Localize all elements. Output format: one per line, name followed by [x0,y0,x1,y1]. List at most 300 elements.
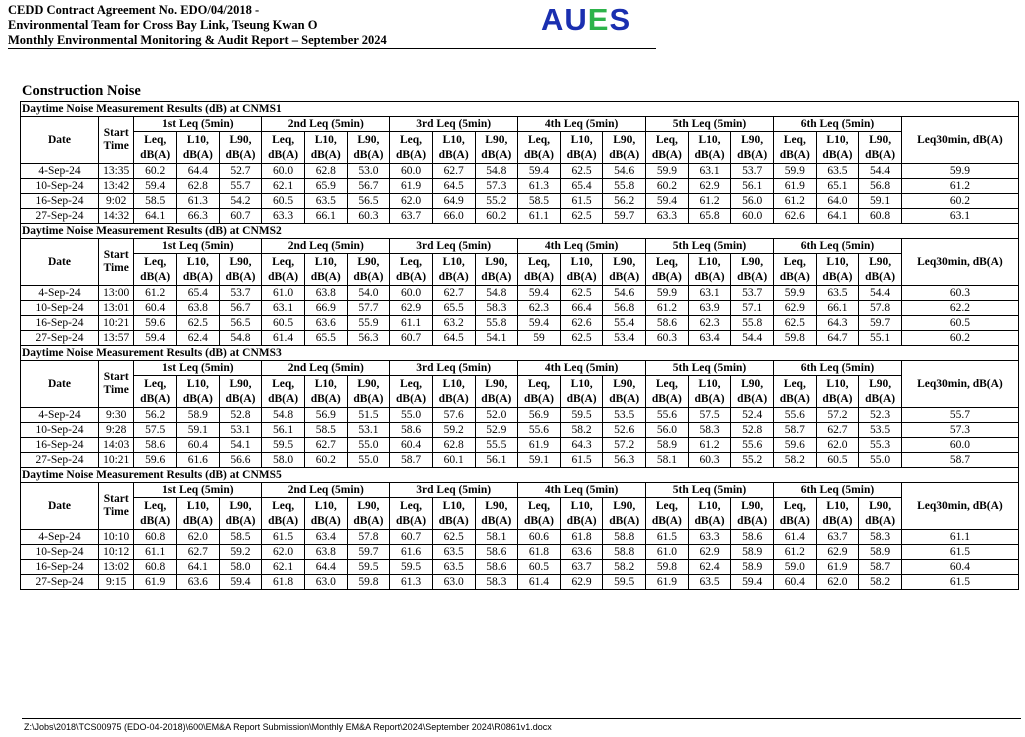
value-cell: 59.7 [347,545,390,560]
value-cell: 57.8 [859,301,902,316]
table-row [21,453,1019,468]
header-row [21,117,1019,132]
value-cell: 61.8 [518,545,561,560]
value-cell: 61.8 [262,575,305,590]
leq30-cell: 61.5 [901,575,1018,590]
value-cell: 55.6 [731,438,774,453]
value-cell: 57.2 [816,408,859,423]
leq-group-header: 4th Leq (5min) [518,239,646,254]
leq-group-header: 3rd Leq (5min) [390,239,518,254]
value-cell: 62.3 [688,316,731,331]
table-row [21,301,1019,316]
footer-path: Z:\Jobs\2018\TCS00975 (EDO-04-2018)\600\EM&A Report Submission\Monthly EM&A Report\2024\September 2024\R0861v1.docx [24,722,552,732]
value-cell: 60.0 [262,164,305,179]
value-cell: 62.5 [773,316,816,331]
leq-group-header: 2nd Leq (5min) [262,117,390,132]
table-row [21,530,1019,545]
sub-header: L90, dB(A) [859,254,902,286]
value-cell: 65.9 [304,179,347,194]
sub-header: L10, dB(A) [177,254,220,286]
subheader-row [21,254,1019,286]
sub-header: L10, dB(A) [816,254,859,286]
sub-header: L10, dB(A) [177,132,220,164]
sub-header: Leq, dB(A) [773,376,816,408]
time-cell: 13:02 [99,560,134,575]
sub-header: Leq, dB(A) [773,132,816,164]
value-cell: 66.1 [304,209,347,224]
value-cell: 62.8 [432,438,475,453]
value-cell: 62.4 [177,331,220,346]
value-cell: 59.5 [390,560,433,575]
table-row [21,545,1019,560]
noise-table [20,101,1019,224]
value-cell: 62.3 [518,301,561,316]
value-cell: 62.9 [688,545,731,560]
aues-logo [541,2,631,38]
value-cell: 56.0 [731,194,774,209]
table-row [21,423,1019,438]
value-cell: 56.8 [859,179,902,194]
time-cell: 10:21 [99,453,134,468]
value-cell: 61.3 [518,179,561,194]
value-cell: 60.1 [432,453,475,468]
value-cell: 58.7 [859,560,902,575]
sub-header: Leq, dB(A) [262,498,305,530]
leq30-cell: 62.2 [901,301,1018,316]
value-cell: 62.7 [177,545,220,560]
value-cell: 61.5 [560,194,603,209]
value-cell: 60.5 [262,194,305,209]
sub-header: L90, dB(A) [347,376,390,408]
value-cell: 55.0 [859,453,902,468]
value-cell: 54.4 [859,286,902,301]
value-cell: 62.9 [816,545,859,560]
value-cell: 53.4 [603,331,646,346]
value-cell: 59.5 [560,408,603,423]
value-cell: 52.8 [219,408,262,423]
leq30-cell: 60.4 [901,560,1018,575]
value-cell: 61.5 [560,453,603,468]
date-cell: 10-Sep-24 [21,301,99,316]
sub-header: L90, dB(A) [475,254,518,286]
value-cell: 56.2 [603,194,646,209]
sub-header: Leq, dB(A) [773,254,816,286]
value-cell: 60.7 [390,331,433,346]
value-cell: 54.2 [219,194,262,209]
value-cell: 65.5 [304,331,347,346]
value-cell: 65.5 [432,301,475,316]
value-cell: 55.0 [347,453,390,468]
value-cell: 59.4 [134,331,177,346]
sub-header: Leq, dB(A) [518,498,561,530]
value-cell: 58.3 [475,301,518,316]
value-cell: 58.6 [390,423,433,438]
value-cell: 62.0 [816,438,859,453]
value-cell: 61.4 [262,331,305,346]
time-cell: 13:57 [99,331,134,346]
value-cell: 63.3 [688,530,731,545]
value-cell: 61.2 [134,286,177,301]
sub-header: L90, dB(A) [859,498,902,530]
value-cell: 58.6 [475,560,518,575]
sub-header: L10, dB(A) [560,376,603,408]
value-cell: 62.5 [560,286,603,301]
value-cell: 60.5 [518,560,561,575]
table-title: Daytime Noise Measurement Results (dB) at CNMS5 [21,468,1019,483]
time-cell: 10:12 [99,545,134,560]
date-cell: 27-Sep-24 [21,453,99,468]
time-cell: 13:42 [99,179,134,194]
sub-header: L10, dB(A) [304,376,347,408]
value-cell: 59.4 [134,179,177,194]
value-cell: 61.2 [773,545,816,560]
value-cell: 63.1 [262,301,305,316]
leq30-cell: 55.7 [901,408,1018,423]
value-cell: 61.3 [177,194,220,209]
value-cell: 64.9 [432,194,475,209]
table-row [21,316,1019,331]
value-cell: 55.9 [347,316,390,331]
value-cell: 59.5 [603,575,646,590]
value-cell: 60.5 [816,453,859,468]
sub-header: L90, dB(A) [859,376,902,408]
value-cell: 51.5 [347,408,390,423]
date-cell: 4-Sep-24 [21,286,99,301]
value-cell: 55.6 [518,423,561,438]
value-cell: 55.8 [731,316,774,331]
table-title-row [21,346,1019,361]
leq-group-header: 2nd Leq (5min) [262,361,390,376]
value-cell: 62.9 [773,301,816,316]
value-cell: 63.3 [646,209,689,224]
value-cell: 55.0 [390,408,433,423]
value-cell: 56.2 [134,408,177,423]
value-cell: 58.6 [475,545,518,560]
subheader-row [21,132,1019,164]
sub-header: Leq, dB(A) [134,254,177,286]
value-cell: 63.8 [304,286,347,301]
value-cell: 60.8 [134,530,177,545]
leq30-cell: 60.3 [901,286,1018,301]
value-cell: 55.1 [859,331,902,346]
value-cell: 63.6 [177,575,220,590]
value-cell: 62.5 [560,331,603,346]
date-cell: 27-Sep-24 [21,575,99,590]
value-cell: 65.1 [816,179,859,194]
sub-header: L90, dB(A) [219,376,262,408]
value-cell: 59.2 [432,423,475,438]
value-cell: 54.0 [347,286,390,301]
value-cell: 62.9 [560,575,603,590]
time-cell: 10:10 [99,530,134,545]
value-cell: 60.4 [134,301,177,316]
value-cell: 64.4 [304,560,347,575]
value-cell: 59.4 [219,575,262,590]
sub-header: L10, dB(A) [304,498,347,530]
value-cell: 64.0 [816,194,859,209]
time-cell: 9:28 [99,423,134,438]
value-cell: 62.1 [262,560,305,575]
sub-header: Leq, dB(A) [390,498,433,530]
value-cell: 62.7 [432,164,475,179]
date-cell: 16-Sep-24 [21,194,99,209]
header-divider [8,48,656,49]
value-cell: 62.7 [304,438,347,453]
value-cell: 60.0 [731,209,774,224]
value-cell: 52.8 [731,423,774,438]
value-cell: 62.0 [390,194,433,209]
value-cell: 58.0 [219,560,262,575]
value-cell: 61.9 [134,575,177,590]
date-cell: 16-Sep-24 [21,316,99,331]
value-cell: 66.1 [816,301,859,316]
sub-header: Leq, dB(A) [134,132,177,164]
value-cell: 59.1 [859,194,902,209]
value-cell: 56.7 [219,301,262,316]
value-cell: 57.5 [688,408,731,423]
sub-header: L90, dB(A) [347,254,390,286]
table-row [21,438,1019,453]
value-cell: 60.2 [134,164,177,179]
value-cell: 65.8 [688,209,731,224]
value-cell: 58.8 [603,545,646,560]
sub-header: L90, dB(A) [347,132,390,164]
value-cell: 58.6 [731,530,774,545]
table-row [21,408,1019,423]
value-cell: 58.2 [560,423,603,438]
leq-group-header: 3rd Leq (5min) [390,361,518,376]
leq-group-header: 4th Leq (5min) [518,361,646,376]
value-cell: 62.0 [816,575,859,590]
value-cell: 66.9 [304,301,347,316]
value-cell: 64.1 [177,560,220,575]
value-cell: 63.5 [304,194,347,209]
leq30-cell: 63.1 [901,209,1018,224]
value-cell: 62.1 [262,179,305,194]
value-cell: 61.1 [134,545,177,560]
value-cell: 56.3 [347,331,390,346]
leq30-cell: 61.5 [901,545,1018,560]
sub-header: L10, dB(A) [560,132,603,164]
value-cell: 62.5 [560,164,603,179]
value-cell: 62.8 [304,164,347,179]
value-cell: 64.1 [134,209,177,224]
leq30-cell: 60.2 [901,194,1018,209]
value-cell: 52.4 [731,408,774,423]
sub-header: Leq, dB(A) [262,376,305,408]
value-cell: 61.6 [177,453,220,468]
sub-header: L90, dB(A) [219,132,262,164]
value-cell: 53.0 [347,164,390,179]
sub-header: L10, dB(A) [560,498,603,530]
date-header: Date [21,361,99,408]
value-cell: 56.8 [603,301,646,316]
value-cell: 55.6 [646,408,689,423]
value-cell: 62.7 [816,423,859,438]
value-cell: 59.9 [773,164,816,179]
value-cell: 60.3 [347,209,390,224]
date-cell: 10-Sep-24 [21,423,99,438]
value-cell: 58.7 [773,423,816,438]
subheader-row [21,376,1019,408]
sub-header: L90, dB(A) [731,254,774,286]
value-cell: 63.9 [688,301,731,316]
sub-header: Leq, dB(A) [518,376,561,408]
table-row [21,560,1019,575]
value-cell: 58.3 [688,423,731,438]
time-cell: 9:15 [99,575,134,590]
leq30-header: Leq30min, dB(A) [901,361,1018,408]
value-cell: 53.1 [347,423,390,438]
logo-letter: S [609,2,632,37]
leq-group-header: 5th Leq (5min) [646,117,774,132]
value-cell: 63.5 [816,286,859,301]
leq30-header: Leq30min, dB(A) [901,239,1018,286]
value-cell: 55.7 [219,179,262,194]
value-cell: 59.6 [134,453,177,468]
time-cell: 14:32 [99,209,134,224]
value-cell: 62.5 [560,209,603,224]
value-cell: 59.8 [347,575,390,590]
value-cell: 62.7 [432,286,475,301]
sub-header: L10, dB(A) [432,376,475,408]
sub-header: L10, dB(A) [432,498,475,530]
value-cell: 61.8 [560,530,603,545]
value-cell: 55.3 [859,438,902,453]
value-cell: 58.2 [773,453,816,468]
value-cell: 62.6 [773,209,816,224]
sub-header: Leq, dB(A) [518,132,561,164]
value-cell: 53.1 [219,423,262,438]
value-cell: 56.5 [219,316,262,331]
time-cell: 10:21 [99,316,134,331]
value-cell: 59.4 [518,164,561,179]
value-cell: 58.5 [219,530,262,545]
value-cell: 56.1 [731,179,774,194]
sub-header: L90, dB(A) [859,132,902,164]
value-cell: 59.6 [773,438,816,453]
sub-header: L90, dB(A) [603,254,646,286]
leq-group-header: 1st Leq (5min) [134,361,262,376]
start-time-header: Start Time [99,483,134,530]
sub-header: Leq, dB(A) [262,254,305,286]
sub-header: L10, dB(A) [177,498,220,530]
value-cell: 55.4 [603,316,646,331]
value-cell: 60.4 [177,438,220,453]
value-cell: 60.8 [134,560,177,575]
sub-header: Leq, dB(A) [646,498,689,530]
value-cell: 63.5 [432,560,475,575]
table-title-row [21,102,1019,117]
noise-table [20,223,1019,346]
date-cell: 27-Sep-24 [21,209,99,224]
value-cell: 61.2 [646,301,689,316]
date-header: Date [21,117,99,164]
sub-header: Leq, dB(A) [390,376,433,408]
value-cell: 53.7 [219,286,262,301]
value-cell: 63.5 [816,164,859,179]
value-cell: 64.5 [432,179,475,194]
value-cell: 60.0 [390,286,433,301]
leq30-cell: 60.5 [901,316,1018,331]
value-cell: 58.3 [859,530,902,545]
value-cell: 52.6 [603,423,646,438]
value-cell: 57.1 [731,301,774,316]
value-cell: 63.0 [304,575,347,590]
time-cell: 13:35 [99,164,134,179]
value-cell: 61.0 [646,545,689,560]
footer-divider [22,718,1021,719]
time-cell: 13:00 [99,286,134,301]
sub-header: L90, dB(A) [475,376,518,408]
value-cell: 63.8 [304,545,347,560]
leq-group-header: 6th Leq (5min) [773,239,901,254]
date-header: Date [21,483,99,530]
value-cell: 59.1 [518,453,561,468]
value-cell: 64.1 [816,209,859,224]
value-cell: 59.0 [773,560,816,575]
value-cell: 58.2 [603,560,646,575]
value-cell: 59.7 [603,209,646,224]
leq30-header: Leq30min, dB(A) [901,483,1018,530]
value-cell: 61.5 [646,530,689,545]
sub-header: Leq, dB(A) [646,132,689,164]
value-cell: 63.6 [304,316,347,331]
value-cell: 58.1 [475,530,518,545]
sub-header: Leq, dB(A) [390,254,433,286]
table-row [21,331,1019,346]
value-cell: 58.9 [646,438,689,453]
sub-header: Leq, dB(A) [134,376,177,408]
noise-table [20,467,1019,590]
value-cell: 61.1 [390,316,433,331]
date-cell: 10-Sep-24 [21,545,99,560]
value-cell: 54.8 [475,164,518,179]
leq30-header: Leq30min, dB(A) [901,117,1018,164]
sub-header: L10, dB(A) [560,254,603,286]
sub-header: L90, dB(A) [731,498,774,530]
table-title: Daytime Noise Measurement Results (dB) at CNMS2 [21,224,1019,239]
sub-header: L90, dB(A) [475,498,518,530]
logo-letter: A [541,2,565,37]
sub-header: L10, dB(A) [304,132,347,164]
value-cell: 61.9 [816,560,859,575]
value-cell: 60.2 [646,179,689,194]
time-cell: 9:02 [99,194,134,209]
value-cell: 59.5 [347,560,390,575]
value-cell: 59.2 [219,545,262,560]
value-cell: 60.5 [262,316,305,331]
value-cell: 58.9 [731,560,774,575]
value-cell: 61.4 [773,530,816,545]
value-cell: 57.3 [475,179,518,194]
noise-table [20,345,1019,468]
value-cell: 58.9 [731,545,774,560]
value-cell: 65.4 [560,179,603,194]
leq-group-header: 3rd Leq (5min) [390,117,518,132]
value-cell: 58.7 [390,453,433,468]
value-cell: 54.8 [475,286,518,301]
document-header [8,3,387,48]
leq-group-header: 6th Leq (5min) [773,361,901,376]
leq-group-header: 5th Leq (5min) [646,361,774,376]
value-cell: 58.6 [134,438,177,453]
value-cell: 63.2 [432,316,475,331]
logo-letter: E [587,2,610,37]
value-cell: 58.6 [646,316,689,331]
logo-letter: U [564,2,588,37]
value-cell: 56.9 [304,408,347,423]
